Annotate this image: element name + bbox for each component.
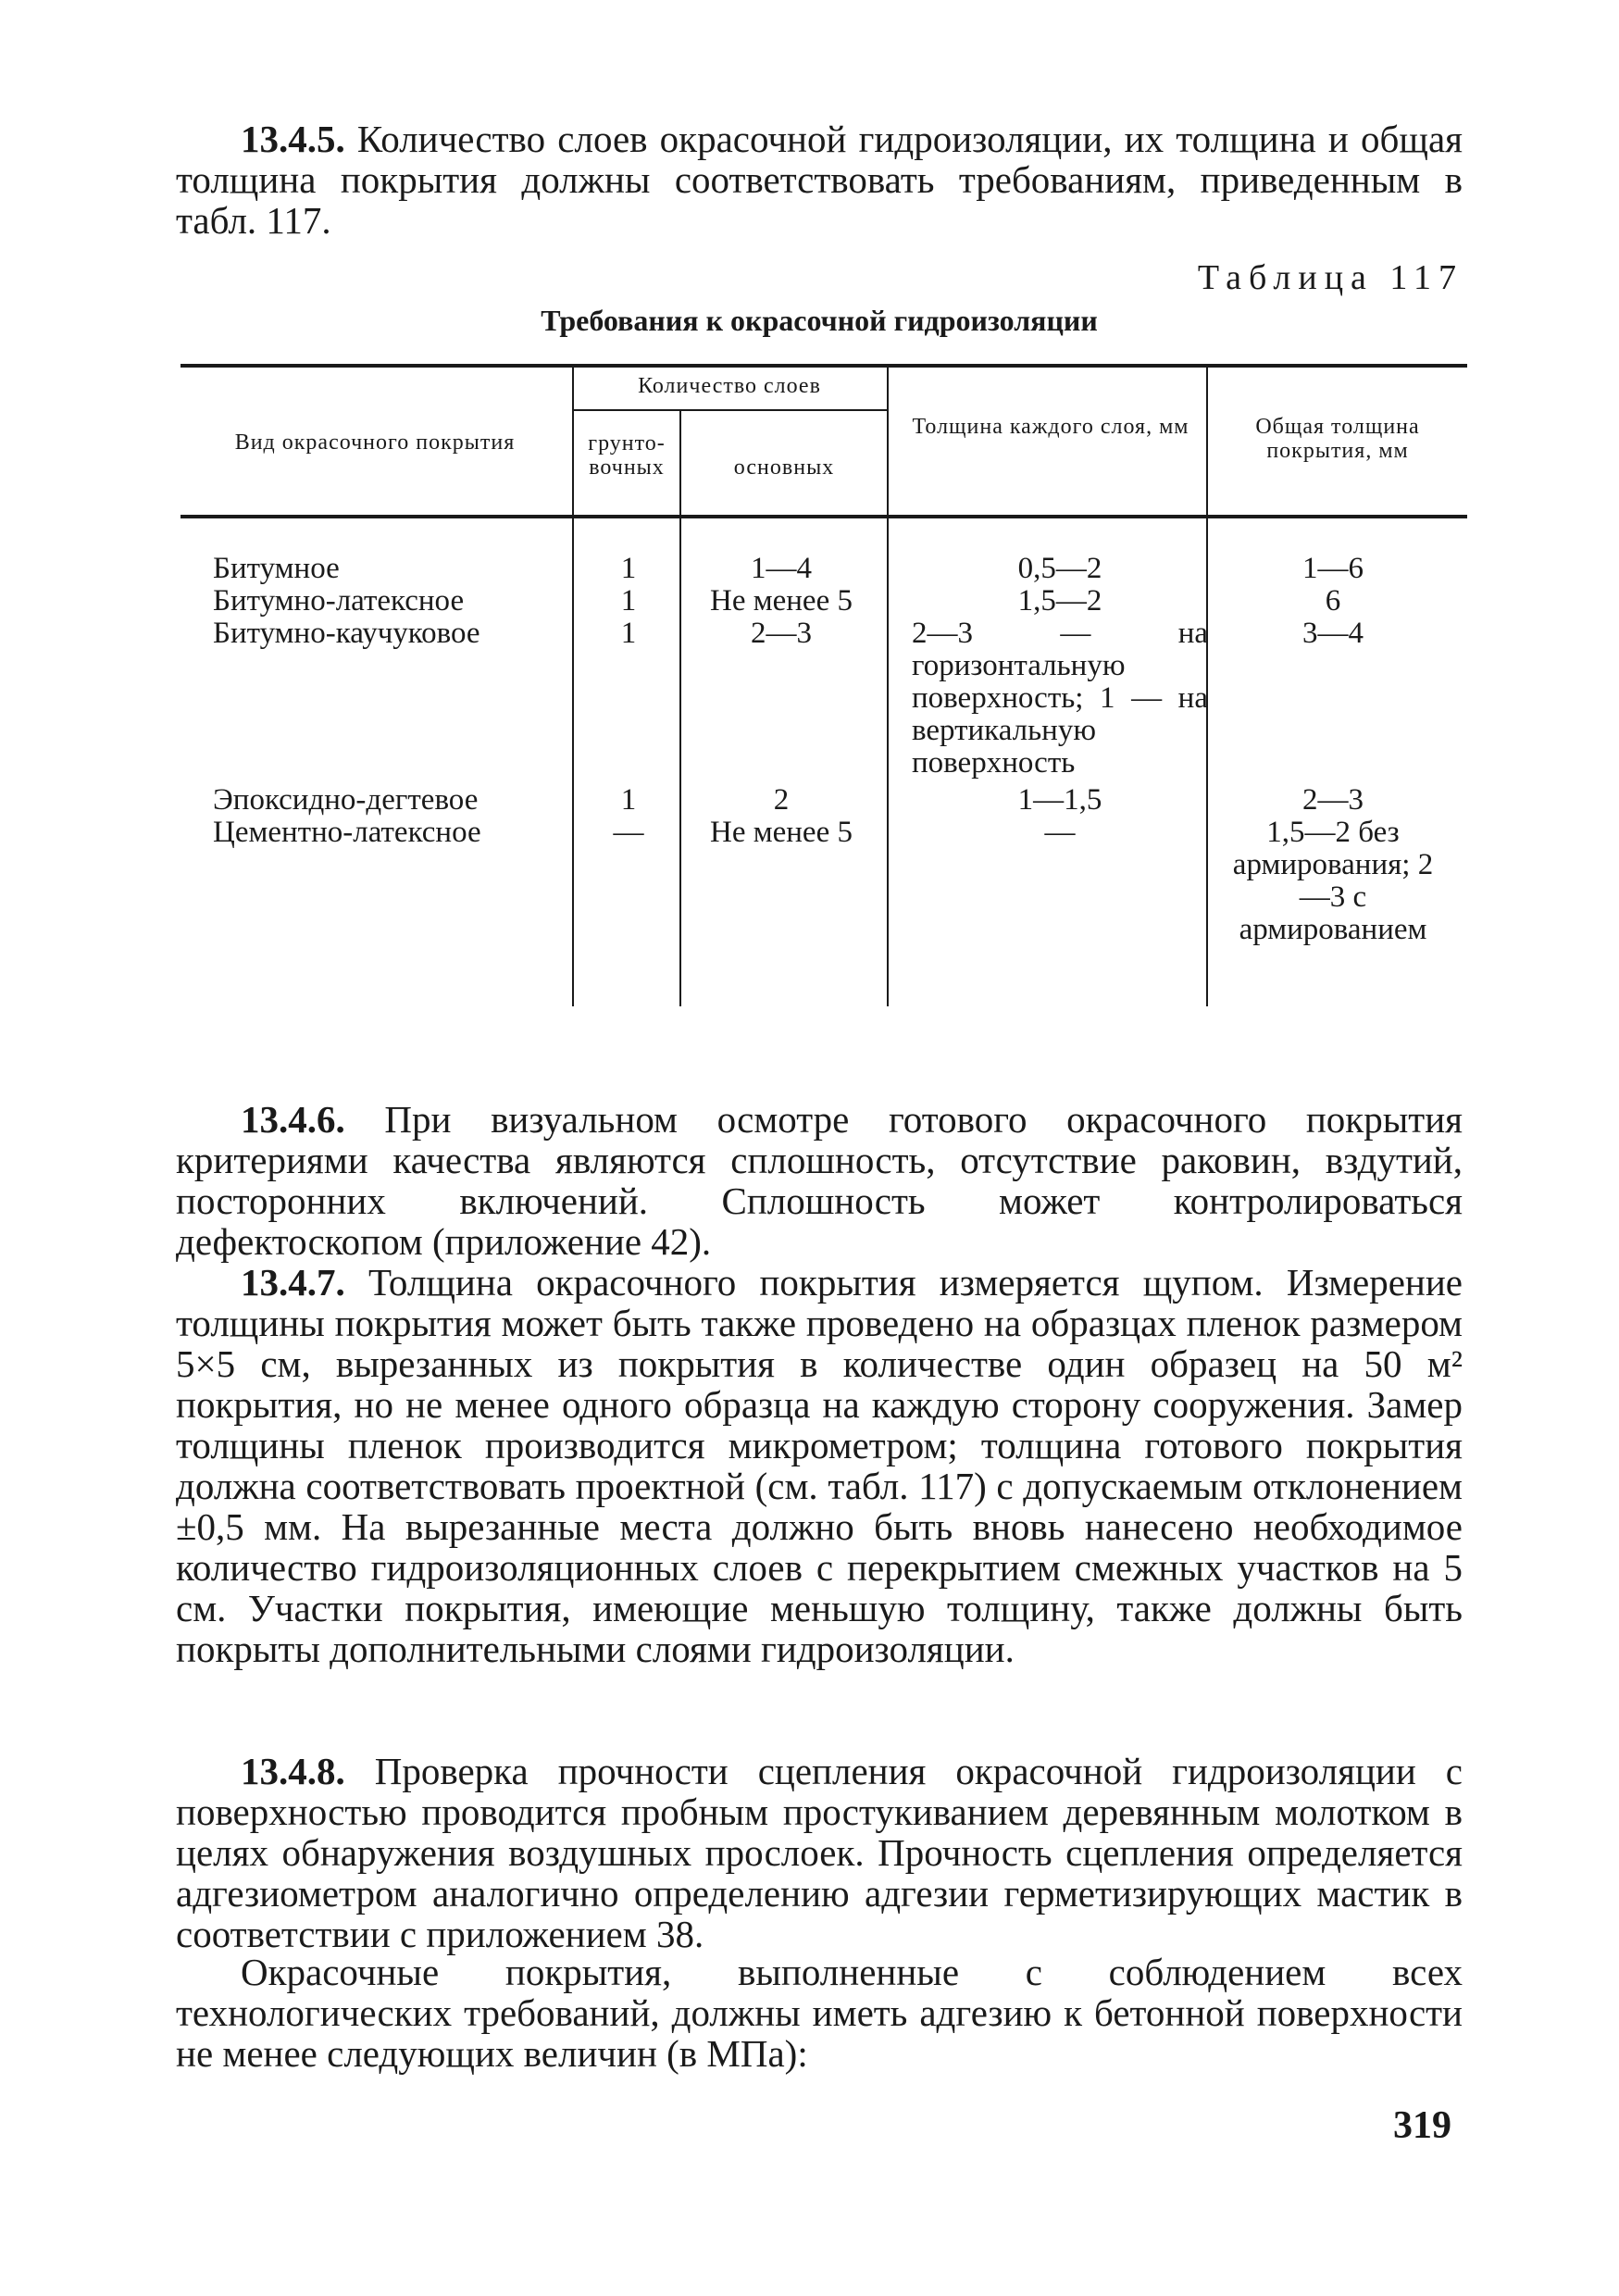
row-total: 6 [1325, 584, 1341, 618]
row-main: Не менее 5 [710, 584, 853, 618]
paragraph-text: Проверка прочности сцепления окрасочной гидроизоляции с поверхностью проводится пробным простукиванием деревянным молотком в целях обнаружения воздушных прослоек. Прочность сцепления определяется адгезиометром аналогично определению адгезии герметизирующих мастик в соответствии с приложением 38. [176, 1750, 1463, 1955]
table-header-rule [181, 515, 1467, 518]
page-number: 319 [1393, 2104, 1451, 2147]
row-name: Битумное [213, 552, 340, 585]
table-col-divider [679, 411, 681, 1006]
row-thickness: 2—3 — на горизонтальную поверхность; 1 — на вертикальную поверхность [912, 617, 1208, 780]
paragraph-text: Количество слоев окрасочной гидроизоляции, их толщина и общая толщина покрытия должны соответствовать требованиям, приведенным в табл. 117. [176, 118, 1463, 242]
header-main: основных [733, 455, 835, 480]
row-total: 2—3 [1302, 783, 1364, 817]
header-type: Вид окрасочного покрытия [234, 430, 516, 455]
row-total: 1—6 [1302, 552, 1364, 585]
paragraph-13-4-5 [176, 119, 1463, 241]
table-col-divider [887, 368, 889, 1006]
table-top-rule [181, 364, 1467, 368]
clause-number: 13.4.6. [241, 1098, 345, 1141]
header-thickness: Толщина каждого слоя, мм [912, 415, 1189, 439]
row-main: 2—3 [751, 617, 812, 650]
clause-number: 13.4.5. [241, 118, 345, 160]
row-primer: — [613, 816, 644, 849]
row-total: 1,5—2 без армирования; 2—3 с армированием [1232, 816, 1434, 946]
row-primer: 1 [620, 584, 637, 618]
paragraph-13-4-7 [176, 1262, 1463, 1669]
paragraph-13-4-8 [176, 1751, 1463, 1954]
clause-number: 13.4.8. [241, 1750, 345, 1792]
row-thickness: — [1044, 816, 1076, 849]
row-primer: 1 [620, 617, 637, 650]
row-primer: 1 [620, 552, 637, 585]
row-thickness: 0,5—2 [1017, 552, 1102, 585]
row-name: Цементно-латексное [213, 816, 481, 849]
header-total: Общая толщина покрытия, мм [1255, 415, 1420, 463]
row-thickness: 1,5—2 [1017, 584, 1102, 618]
paragraph-adhesion: Окрасочные покрытия, выполненные с соблюдением всех технологических требований, должны иметь адгезию к бетонной поверхности не менее следующих величин (в МПа): [176, 1951, 1463, 2075]
row-main: 2 [773, 783, 790, 817]
header-layers-group: Количество слоев [638, 374, 821, 398]
table-title: Требования к окрасочной гидроизоляции [541, 304, 1098, 337]
paragraph-13-4-6 [176, 1099, 1463, 1262]
paragraph-text: Толщина окрасочного покрытия измеряется щупом. Измерение толщины покрытия может быть также проведено на образцах пленок размером 5×5 см, вырезанных из покрытия в количестве один образец на 50 м² покрытия, но не менее одного образца на каждую сторону сооружения. Замер толщины пленок производится микрометром; толщина готового покрытия должна соответствовать проектной (см. табл. 117) с допускаемым отклонением ±0,5 мм. На вырезанные места должно быть вновь нанесено необходимое количество гидроизоляционных слоев с перекрытием смежных участков на 5 см. Участки покрытия, имеющие меньшую толщину, также должны быть покрыты дополнительными слоями гидроизоляции. [176, 1261, 1463, 1670]
row-thickness: 1—1,5 [1017, 783, 1102, 817]
row-main: 1—4 [751, 552, 812, 585]
layers-group-rule [572, 409, 887, 411]
row-main: Не менее 5 [710, 816, 853, 849]
row-total: 3—4 [1302, 617, 1364, 650]
header-primer: грунто- вочных [588, 431, 666, 480]
table-number: Таблица 117 [1197, 258, 1463, 297]
row-primer: 1 [620, 783, 637, 817]
row-name: Битумно-латексное [213, 584, 465, 618]
row-name: Битумно-каучуковое [213, 617, 480, 650]
paragraph-text: При визуальном осмотре готового окрасочного покрытия критериями качества являются сплошность, отсутствие раковин, вздутий, посторонних включений. Сплошность может контролироваться дефектоскопом (приложение 42). [176, 1098, 1463, 1263]
clause-number: 13.4.7. [241, 1261, 345, 1304]
row-name: Эпоксидно-дегтевое [213, 783, 479, 817]
